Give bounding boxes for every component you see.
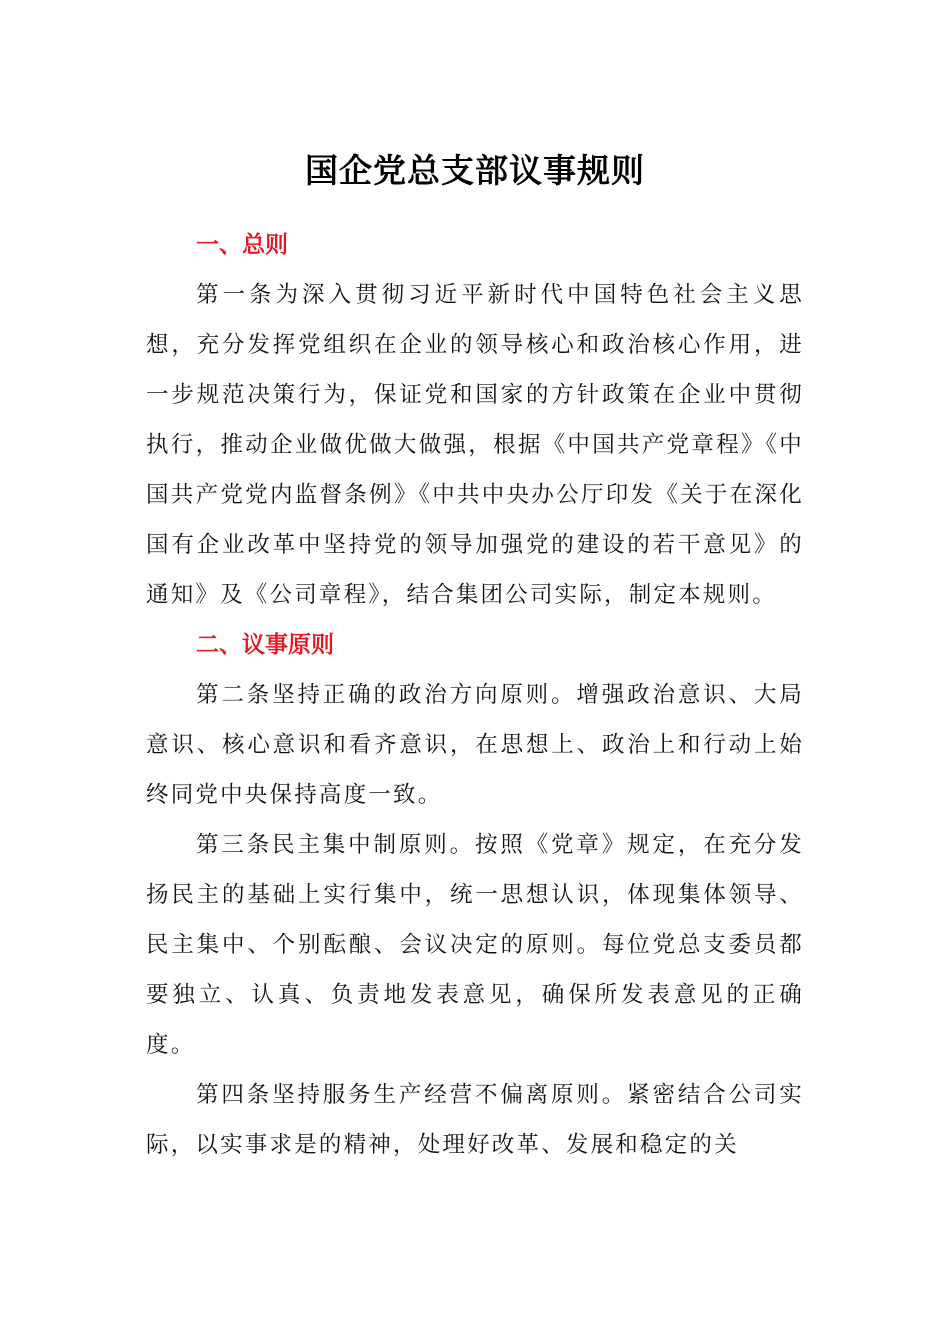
article-1-paragraph: 第一条为深入贯彻习近平新时代中国特色社会主义思想，充分发挥党组织在企业的领导核心和政治核心作用，进一步规范决策行为，保证党和国家的方针政策在企业中贯彻执行，推动企业做优做大做强，根据《中国共产党章程》《中国共产党党内监督条例》《中共中央办公厅印发《关于在深化国有企业改革中坚持党的领导加强党的建设的若干意见》的通知》及《公司章程》，结合集团公司实际，制定本规则。 (146, 282, 804, 608)
section-heading-principles: 二、议事原则 (196, 632, 334, 658)
section-heading-general: 一、总则 (196, 232, 288, 258)
article-3-paragraph: 第三条民主集中制原则。按照《党章》规定，在充分发扬民主的基础上实行集中，统一思想认识，体现集体领导、民主集中、个别酝酿、会议决定的原则。每位党总支委员都要独立、认真、负责地发表意见，确保所发表意见的正确度。 (146, 832, 804, 1058)
document-title: 国企党总支部议事规则 (305, 151, 645, 190)
article-4-paragraph: 第四条坚持服务生产经营不偏离原则。紧密结合公司实际，以实事求是的精神，处理好改革、发展和稳定的关 (146, 1082, 804, 1158)
article-2-paragraph: 第二条坚持正确的政治方向原则。增强政治意识、大局意识、核心意识和看齐意识，在思想上、政治上和行动上始终同党中央保持高度一致。 (146, 682, 804, 808)
document-body (146, 140, 804, 1170)
